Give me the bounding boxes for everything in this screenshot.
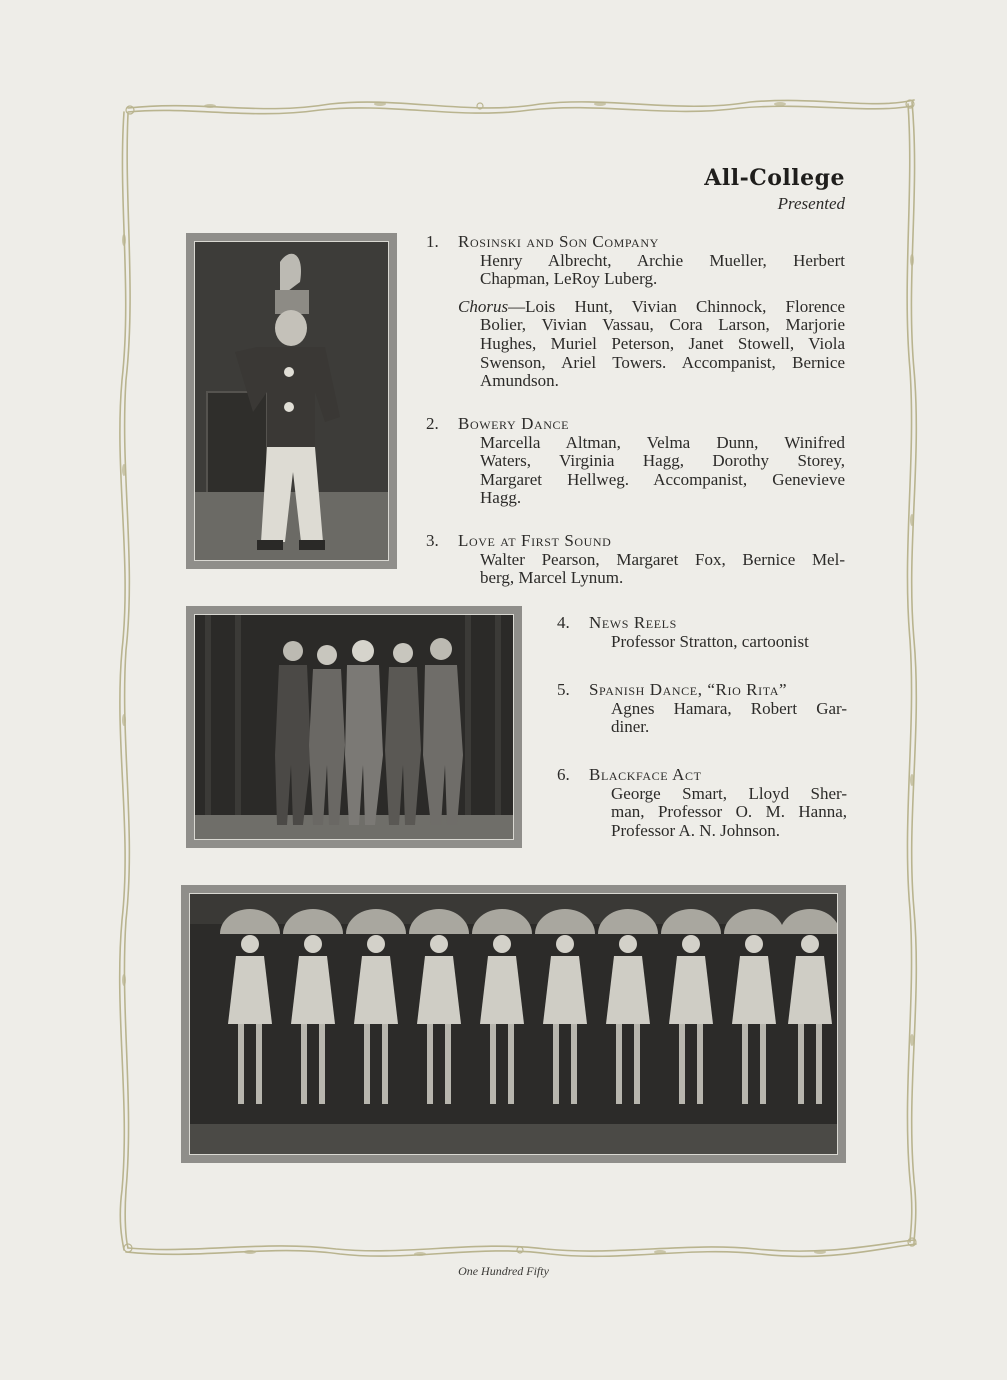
chorus-line: Bolier, Vivian Vassau, Cora Larson, Marjorie	[480, 315, 845, 335]
chorus-line-image	[190, 894, 837, 1154]
page-number-caption: One Hundred Fifty	[458, 1264, 549, 1278]
chorus-line: Amundson.	[480, 371, 559, 391]
entry-line: berg, Marcel Lynum.	[480, 568, 624, 588]
entry-number: 4.	[557, 613, 570, 632]
entry-number: 3.	[426, 531, 439, 550]
entry-line: Walter Pearson, Margaret Fox, Bernice Mel-	[480, 549, 845, 569]
entry-title: Bowery Dance	[458, 414, 570, 433]
entry-line: George Smart, Lloyd Sher-	[611, 783, 847, 803]
entry-title: Spanish Dance, “Rio Rita”	[589, 680, 788, 699]
entry-title: Love at First Sound	[458, 531, 612, 550]
page-subheading: Presented	[777, 194, 845, 213]
entry-number: 5.	[557, 680, 570, 699]
entry-number: 2.	[426, 414, 439, 433]
program-entry-4	[557, 614, 847, 651]
program-entry-3	[426, 532, 845, 588]
program-entry-2	[426, 415, 845, 508]
entry-number: 6.	[557, 765, 570, 784]
entry-line: Hagg.	[480, 488, 522, 508]
entry-line: Waters, Virginia Hagg, Dorothy Storey,	[480, 451, 845, 471]
entry-line: man, Professor O. M. Hanna,	[611, 802, 847, 822]
program-entry-5	[557, 681, 847, 737]
page-heading: All-College	[704, 165, 845, 191]
heading-block	[704, 163, 845, 215]
costumed-boy-image	[195, 242, 388, 560]
photo-chorus-line	[181, 885, 846, 1163]
chorus-line	[458, 298, 845, 317]
entry-title: Rosinski and Son Company	[458, 232, 659, 251]
chorus-text: —Lois Hunt, Vivian Chinnock, Florence	[508, 296, 845, 316]
entry-line: Henry Albrecht, Archie Mueller, Herbert	[480, 250, 845, 270]
entry-line: Professor Stratton, cartoonist	[611, 631, 809, 651]
entry-line: diner.	[611, 717, 650, 737]
photo-five-performers	[186, 606, 522, 848]
chorus-line: Hughes, Muriel Peterson, Janet Stowell, Viola	[480, 333, 845, 353]
photo-costumed-boy	[186, 233, 397, 569]
entry-line: Professor A. N. Johnson.	[611, 820, 781, 840]
entry-line: Chapman, LeRoy Luberg.	[480, 269, 658, 289]
chorus-label: Chorus	[458, 296, 509, 316]
entry-line: Marcella Altman, Velma Dunn, Winifred	[480, 432, 845, 452]
chorus-line: Swenson, Ariel Towers. Accompanist, Bernice	[480, 352, 845, 372]
entry-title: News Reels	[589, 613, 677, 632]
entry-line: Margaret Hellweg. Accompanist, Genevieve	[480, 469, 845, 489]
program-entry-1	[426, 233, 845, 391]
entry-title: Blackface Act	[589, 765, 702, 784]
entry-line: Agnes Hamara, Robert Gar-	[611, 698, 847, 718]
five-performers-image	[195, 615, 513, 839]
entry-number: 1.	[426, 232, 439, 251]
program-entry-6	[557, 766, 847, 840]
